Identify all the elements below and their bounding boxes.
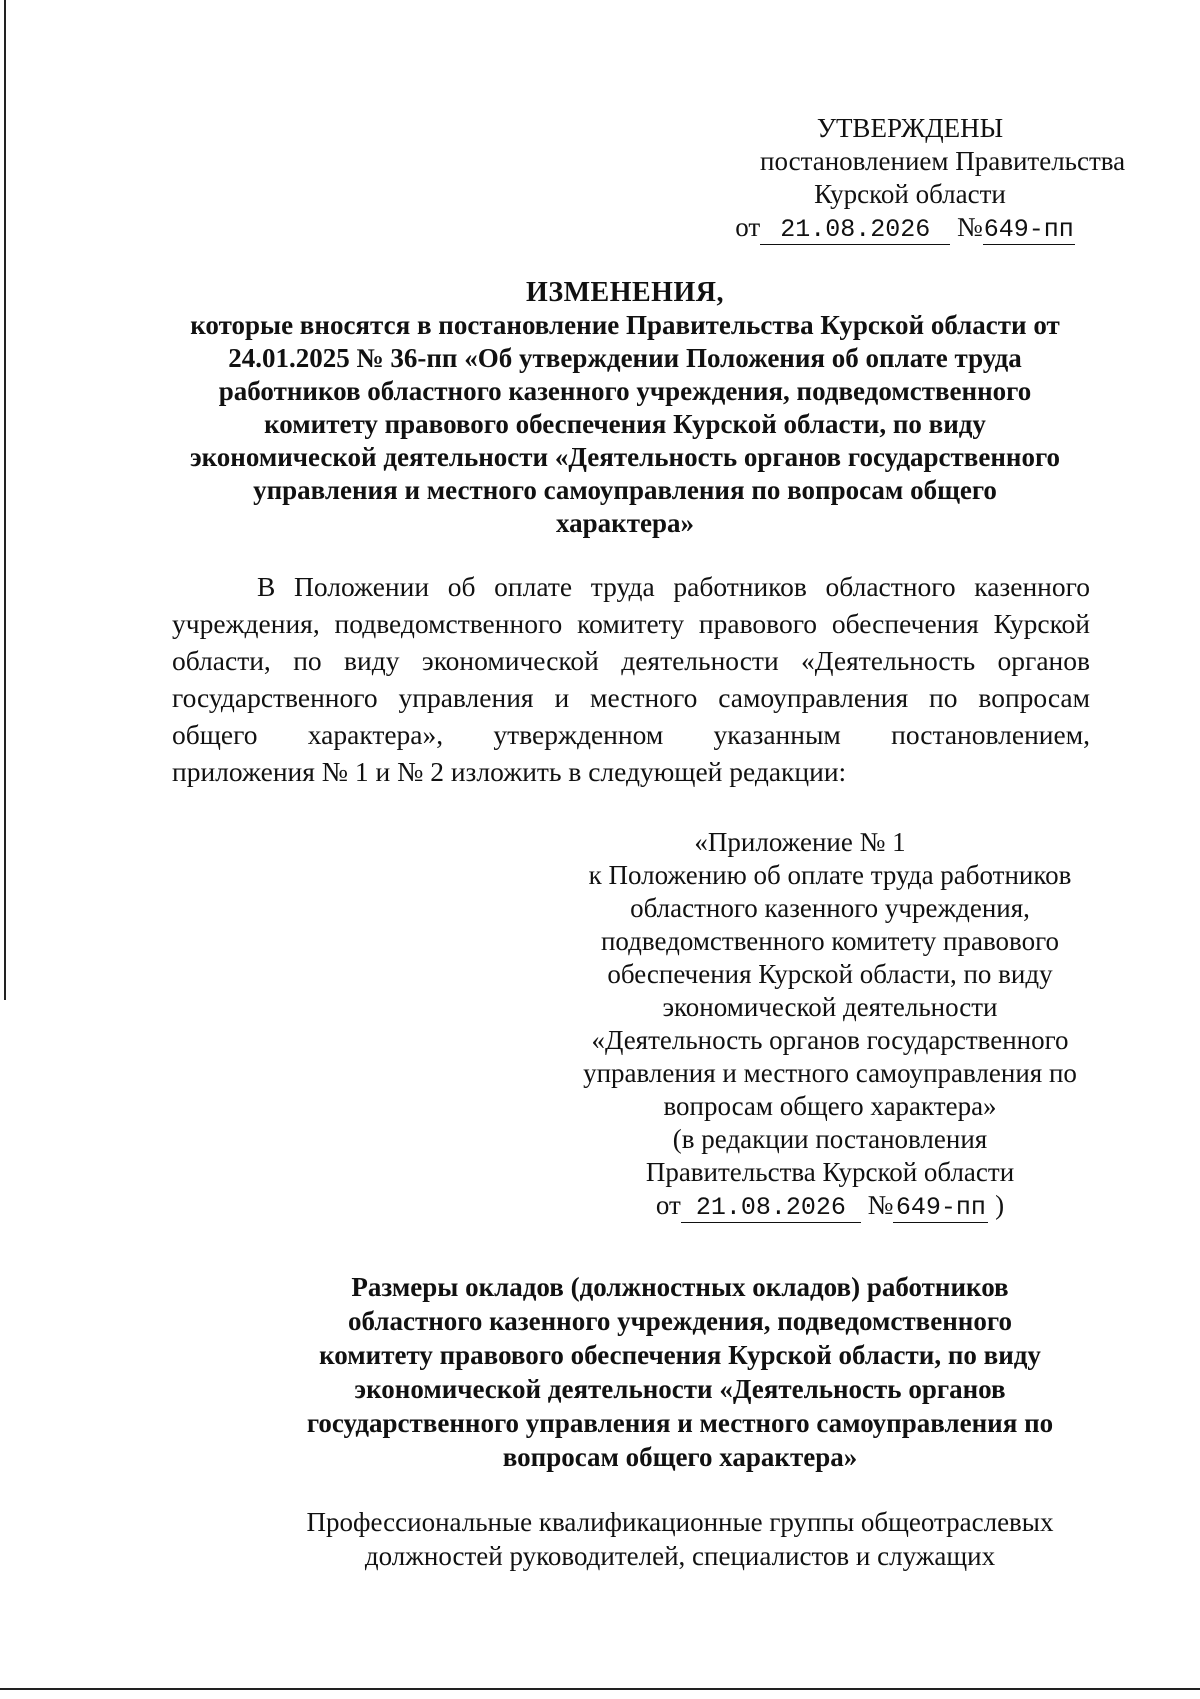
group-title-line: Профессиональные квалификационные группы общеотраслевых [306, 1507, 1054, 1537]
appendix-date-line [550, 1189, 1110, 1223]
group-title-line: должностей руководителей, специалистов и служащих [364, 1541, 996, 1571]
title-line: комитету правового обеспечения Курской области, по виду [264, 409, 986, 439]
appendix-line: к Положению об оплате труда работников [588, 860, 1072, 890]
appendix-line: (в редакции постановления [672, 1124, 988, 1154]
body-line: приложения № 1 и № 2 изложить в следующей редакции: [172, 756, 847, 787]
approval-date: 21.08.2026 [760, 216, 950, 245]
appendix-line: экономической деятельности [662, 992, 998, 1022]
group-title [220, 1505, 1140, 1573]
title-line: 24.01.2025 № 36-пп «Об утверждении Положения об оплате труда [228, 343, 1022, 373]
appendix-line: «Деятельность органов государственного [591, 1025, 1069, 1055]
title-line: которые вносятся в постановление Правительства Курской области от [190, 310, 1060, 340]
title-line: управления и местного самоуправления по вопросам общего [253, 475, 997, 505]
body-line: общего характера», утвержденном указанным постановлением, [172, 719, 1090, 750]
approval-date-prefix: от [735, 212, 761, 242]
title-heading: ИЗМЕНЕНИЯ, [526, 277, 724, 308]
scan-edge-bottom [0, 1688, 1200, 1690]
scan-edge-left [4, 0, 6, 1000]
approval-number: 649-пп [983, 215, 1074, 244]
appendix-line: вопросам общего характера» [663, 1091, 997, 1121]
body-line: В Положении об оплате труда работников областного казенного [257, 571, 1090, 602]
appendix-line: подведомственного комитету правового [600, 926, 1060, 956]
sizes-heading-line: экономической деятельности «Деятельность органов [354, 1374, 1006, 1404]
sizes-heading-line: вопросам общего характера» [502, 1442, 858, 1472]
body-line: учреждения, подведомственного комитету правового обеспечения Курской [172, 608, 1090, 639]
appendix-line: управления и местного самоуправления по [583, 1058, 1077, 1088]
sizes-heading-line: государственного управления и местного самоуправления по [306, 1408, 1054, 1438]
body-paragraph [172, 568, 1090, 790]
title-line: экономической деятельности «Деятельность органов государственного [189, 442, 1061, 472]
body-line: государственного управления и местного самоуправления по вопросам [172, 682, 1090, 713]
appendix-date-prefix: от [655, 1190, 681, 1220]
title-line: работников областного казенного учреждения, подведомственного [218, 376, 1032, 406]
appendix-date: 21.08.2026 [681, 1194, 861, 1223]
document-title [150, 276, 1100, 540]
appendix-number-prefix: № [867, 1190, 894, 1220]
appendix-closing: ) [995, 1190, 1005, 1220]
approval-region: Курской области [814, 179, 1006, 209]
sizes-heading-line: комитету правового обеспечения Курской области, по виду [319, 1340, 1041, 1370]
approval-title: УТВЕРЖДЕНЫ [816, 113, 1004, 143]
approval-block [690, 112, 1126, 245]
appendix-block [550, 826, 1110, 1223]
title-line: характера» [556, 508, 694, 538]
appendix-line: Правительства Курской области [645, 1157, 1015, 1187]
appendix-lead: «Приложение № 1 [694, 827, 906, 857]
appendix-number: 649-пп [893, 1194, 988, 1223]
approval-date-line [690, 211, 1110, 245]
approval-number-prefix: № [956, 212, 983, 242]
appendix-line: обеспечения Курской области, по виду [607, 959, 1053, 989]
approval-issuer: постановлением Правительства [760, 146, 1126, 176]
sizes-heading [220, 1270, 1140, 1474]
body-line: области, по виду экономической деятельности «Деятельность органов [172, 645, 1090, 676]
appendix-line: областного казенного учреждения, [630, 893, 1030, 923]
sizes-heading-line: областного казенного учреждения, подведомственного [348, 1306, 1012, 1336]
sizes-heading-line: Размеры окладов (должностных окладов) работников [351, 1272, 1009, 1302]
